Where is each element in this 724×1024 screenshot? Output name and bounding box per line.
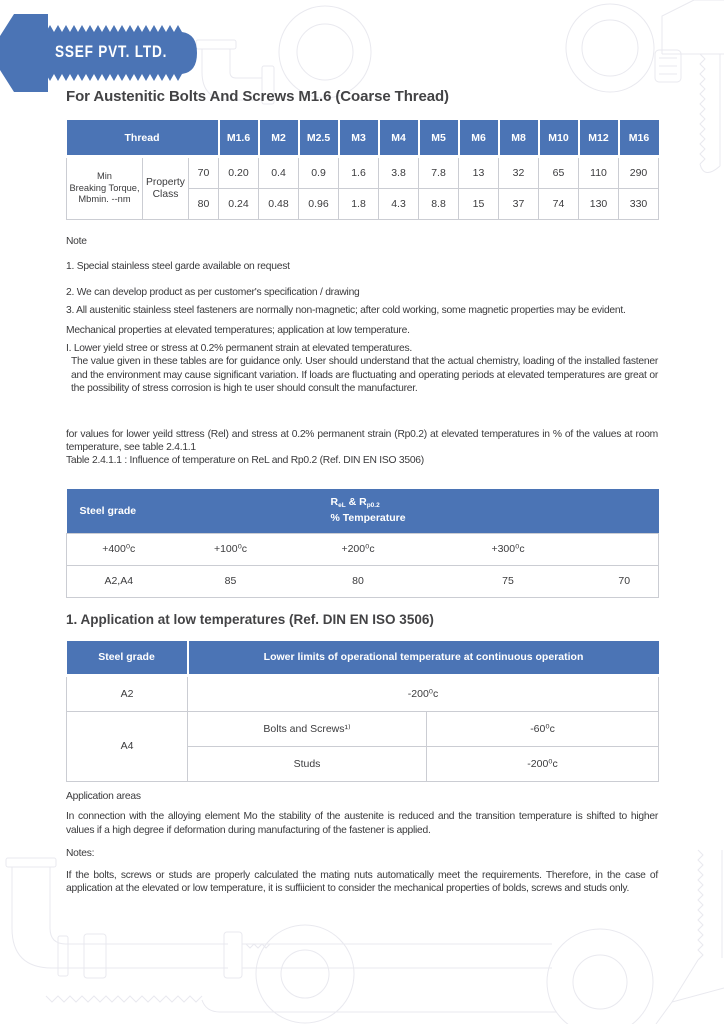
limit-value-cell: -60⁰c [427, 711, 659, 746]
torque-cell: 1.6 [339, 157, 379, 189]
torque-row-label: Min Breaking Torque, Mbmin. --nm [67, 157, 143, 220]
note-item: 1. Special stainless steel garde available on request [66, 261, 290, 273]
threaded-rod-decoration [698, 850, 703, 960]
temperature-values-row [67, 533, 659, 565]
eye-bolt-ring-decoration [256, 925, 354, 1023]
pipe-flange-decoration [84, 934, 106, 978]
size-header-cell: M16 [619, 120, 659, 157]
size-header-cell: M6 [459, 120, 499, 157]
size-header-cell: M10 [539, 120, 579, 157]
application-areas-title: Application areas [66, 790, 141, 802]
property-class-value: 70 [189, 157, 219, 189]
a4-bolts-row [67, 711, 659, 746]
steel-grade-cell: A2 [67, 675, 188, 711]
torque-cell: 32 [499, 157, 539, 189]
limit-value-cell: -200⁰c [427, 746, 659, 781]
note-item: 3. All austenitic stainless steel fasteners are normally non-magnetic; after cold working, some magnetic properties may be evident. [66, 305, 626, 317]
percent-cell: 70 [591, 565, 659, 597]
temperature-influence-table [66, 489, 659, 598]
note-title: Note [66, 236, 87, 247]
torque-cell: 130 [579, 189, 619, 220]
grade-percent-row [67, 565, 659, 597]
eye-bolt-ring-decoration [297, 24, 353, 80]
eye-bolt-ring-decoration [279, 6, 371, 98]
company-logo [0, 8, 210, 100]
document-content [66, 88, 658, 895]
torque-cell: 0.48 [259, 189, 299, 220]
torque-cell: 7.8 [419, 157, 459, 189]
temperature-cell: +300⁰c [426, 533, 591, 565]
torque-cell: 15 [459, 189, 499, 220]
torque-cell: 0.9 [299, 157, 339, 189]
lower-limits-header: Lower limits of operational temperature at continuous operation [188, 641, 659, 676]
note-item: 2. We can develop product as per customer's specification / drawing [66, 286, 360, 298]
low-temp-header-row [67, 641, 659, 676]
temperature-cell-empty [591, 533, 659, 565]
torque-cell: 0.20 [219, 157, 259, 189]
rel-reference-paragraph [66, 428, 658, 468]
torque-cell: 65 [539, 157, 579, 189]
torque-cell: 1.8 [339, 189, 379, 220]
low-temperature-heading: 1. Application at low temperatures (Ref. DIN EN ISO 3506) [66, 611, 434, 627]
torque-table [66, 120, 659, 220]
eye-bolt-ring-decoration [582, 20, 638, 76]
size-header-cell: M8 [499, 120, 539, 157]
mechanical-properties-paragraph: Mechanical properties at elevated temperatures; application at low temperature. [66, 324, 410, 336]
rel-rp-formula: ReL & Rp0.2 [330, 496, 380, 510]
thread-header-cell: Thread [67, 120, 219, 157]
steel-grade-cell: A2,A4 [67, 565, 171, 597]
percent-temperature-label: % Temperature [330, 512, 406, 525]
rel-rp-header [291, 489, 659, 534]
connector-hatch-decoration [659, 58, 677, 74]
company-name: SSEF PVT. LTD. [55, 42, 168, 61]
a2-row [67, 675, 659, 711]
rel-reference-line2: Table 2.4.1.1 : Influence of temperature on ReL and Rp0.2 (Ref. DIN EN ISO 3506) [66, 455, 424, 467]
fastener-type-cell: Studs [188, 746, 427, 781]
size-header-cell: M4 [379, 120, 419, 157]
plate-decoration [662, 0, 724, 54]
torque-cell: 13 [459, 157, 499, 189]
temperature-cell: +100⁰c [171, 533, 291, 565]
steel-grade-cell: A4 [67, 711, 188, 781]
yield-stress-lead: I. Lower yield stree or stress at 0.2% permanent strain at elevated temperatures. [66, 343, 413, 355]
pipe-flange-decoration [58, 936, 68, 976]
pipe-collar-decoration [224, 932, 242, 978]
limit-value-cell: -200⁰c [188, 675, 659, 711]
property-class-value: 80 [189, 189, 219, 220]
eye-bolt-ring-decoration [566, 4, 654, 92]
percent-cell: 75 [426, 565, 591, 597]
torque-cell: 74 [539, 189, 579, 220]
temperature-cell: +400⁰c [67, 533, 171, 565]
torque-cell: 0.96 [299, 189, 339, 220]
size-header-cell: M2.5 [299, 120, 339, 157]
size-header-cell: M2 [259, 120, 299, 157]
torque-cell: 37 [499, 189, 539, 220]
property-class-label: Property Class [143, 157, 189, 220]
footer-notes-title: Notes: [66, 848, 95, 860]
percent-cell: 85 [171, 565, 291, 597]
torque-cell: 0.24 [219, 189, 259, 220]
torque-cell: 8.8 [419, 189, 459, 220]
torque-cell: 330 [619, 189, 659, 220]
page-title: For Austenitic Bolts And Screws M1.6 (Coarse Thread) [66, 88, 449, 105]
torque-cell: 0.4 [259, 157, 299, 189]
torque-cell: 3.8 [379, 157, 419, 189]
threaded-rod-decoration [46, 996, 202, 1002]
threaded-rod-decoration [700, 54, 705, 164]
temperature-cell: +200⁰c [291, 533, 426, 565]
pipe-collar-decoration [6, 858, 56, 867]
yield-stress-body: The value given in these tables are for guidance only. User should understand that the actual chemistry, loading of the installed fastener and the environment may cause significant variation. If loads are fluctuating and operating periods at elevated temperatures are great or the possibility of stress corrosion is high te user should consult the manufacturer. [71, 356, 658, 395]
percent-cell: 80 [291, 565, 426, 597]
torque-cell: 290 [619, 157, 659, 189]
size-header-cell: M12 [579, 120, 619, 157]
eye-bolt-ring-decoration [547, 929, 653, 1024]
bolt-head-shape [0, 14, 48, 92]
fastener-type-cell: Bolts and Screws¹⁾ [188, 711, 427, 746]
yield-stress-paragraph [66, 342, 658, 396]
torque-cell: 4.3 [379, 189, 419, 220]
temperature-header-row [67, 489, 659, 534]
eye-bolt-ring-decoration [281, 950, 329, 998]
torque-row-class70 [67, 157, 659, 189]
bolt-head-decoration [656, 850, 724, 1024]
steel-grade-header: Steel grade [67, 641, 188, 676]
torque-header-row [67, 120, 659, 157]
application-areas-body: In connection with the alloying element Mo the stability of the austenite is reduced and the transition temperature is shifted to higher values if a high degree if deformation during manufacturing of the fastener is applied. [66, 811, 658, 836]
eye-bolt-ring-decoration [573, 955, 627, 1009]
size-header-cell: M5 [419, 120, 459, 157]
threaded-rod-decoration [202, 1000, 556, 1012]
size-header-cell: M3 [339, 120, 379, 157]
rel-reference-line1: for values for lower yeild sttress (Rel) and stress at 0.2% permanent strain (Rp0.2) at elevated temperatures in % of the values at room temperature, see table 2.4.1.1 [66, 428, 658, 454]
threaded-rod-decoration [700, 54, 720, 173]
footer-notes-body: If the bolts, screws or studs are properly calculated the mating nuts automatically meet the requirements. Therefore, in the case of application at the elevated or low temperature, it is suffiicient to consider the mechanical properties of bolds, screws and studs only. [66, 869, 658, 894]
size-header-cell: M1.6 [219, 120, 259, 157]
low-temperature-table [66, 641, 659, 782]
torque-cell: 110 [579, 157, 619, 189]
steel-grade-header: Steel grade [67, 489, 291, 534]
